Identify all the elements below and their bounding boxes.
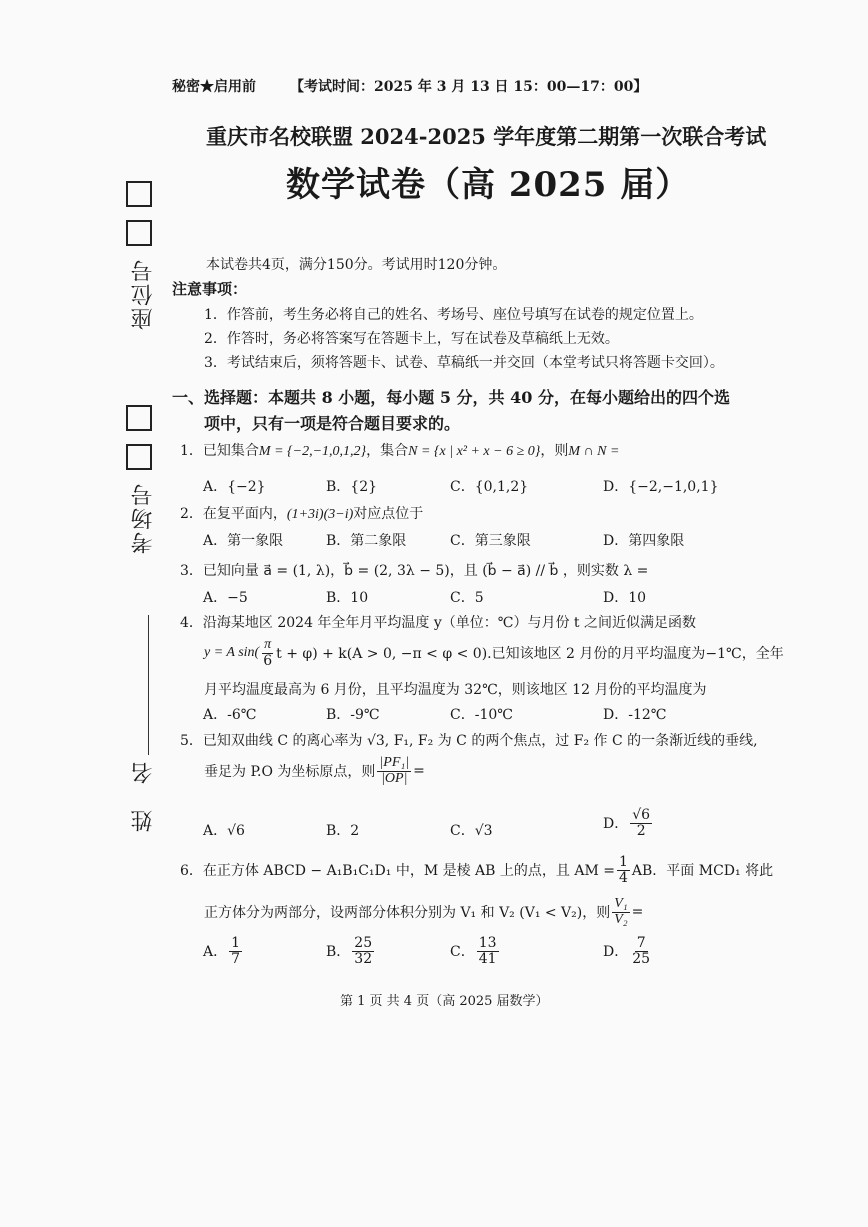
q4-option-a: A．-6℃ (203, 707, 257, 723)
q5-option-a: A．√6 (203, 823, 245, 839)
q3-option-a: A．−5 (203, 590, 248, 606)
q1-option-a: A．{−2} (203, 479, 266, 495)
question-4-line2: y = A sin( $\frac{\pi}{6}$ t + φ) + k(A > 0, −π < φ < 0).已知该地区 2 月份的月平均温度为−1℃，全年 (204, 637, 784, 669)
q3-option-d: D．10 (603, 590, 647, 606)
question-5-line1: 5．已知双曲线 C 的离心率为 √3, F₁, F₂ 为 C 的两个焦点，过 F₂ 作 C 的一条渐近线的垂线, (180, 733, 758, 749)
name-line (148, 615, 149, 755)
q6-fraction-v: $\frac{\text{V₁}}{\text{V₂}}$ (614, 896, 628, 927)
q5-option-b: B．2 (326, 823, 360, 839)
exam-time: 【考试时间：2025 年 3 月 13 日 15：00—17：00】 (290, 79, 648, 95)
note-item: 2．作答时，务必将答案写在答题卡上，写在试卷及草稿纸上无效。 (204, 331, 619, 347)
q4-option-b: B．-9℃ (326, 707, 380, 723)
question-4-line1: 4．沿海某地区 2024 年全年月平均温度 y（单位：℃）与月份 t 之间近似满足函数 (180, 615, 696, 631)
q2-option-a: A．第一象限 (203, 533, 284, 549)
q2-option-c: C．第三象限 (450, 533, 531, 549)
paper-subtitle: 数学试卷（高 2025 届） (286, 165, 691, 205)
q4-option-c: C．-10℃ (450, 707, 513, 723)
seat-label: 座位号 (131, 258, 156, 330)
question-2: 2．在复平面内，(1+3i)(3−i)对应点位于 (180, 506, 424, 522)
q5-option-d: D． $\frac{√6}{2}$ (603, 807, 651, 839)
name-label: 姓 名 (131, 760, 156, 832)
intro-text: 本试卷共4页，满分150分。考试用时120分钟。 (206, 257, 507, 273)
secret-label: 秘密★启用前 (172, 79, 256, 95)
section-heading-cont: 项中，只有一项是符合题目要求的。 (204, 414, 461, 433)
question-1: 1．已知集合M = {−2,−1,0,1,2}，集合N = {x | x² + x − 6 ≥ 0}，则M ∩ N = (180, 443, 620, 459)
question-3: 3．已知向量 a⃗ = (1, λ)，b⃗ = (2, 3λ − 5)，且 (b⃗ − a⃗) // b⃗ ，则实数 λ = (180, 563, 649, 579)
exam-title: 重庆市名校联盟 2024-2025 学年度第二期第一次联合考试 (206, 124, 767, 149)
note-item: 1．作答前，考生务必将自己的姓名、考场号、座位号填写在试卷的规定位置上。 (204, 307, 703, 323)
q1-option-d: D．{−2,−1,0,1} (603, 479, 719, 495)
question-4-line3: 月平均温度最高为 6 月份，且平均温度为 32℃，则该地区 12 月份的平均温度为 (204, 682, 707, 698)
q5-option-c: C．√3 (450, 823, 493, 839)
q2-option-b: B．第二象限 (326, 533, 407, 549)
q6-option-a: A． $\frac{1}{7}$ (203, 935, 241, 967)
seat-box-1 (126, 181, 152, 207)
q5-fraction: $\frac{\text{|PF₁|}}{|OP|}$ (379, 755, 410, 786)
page-footer: 第 1 页 共 4 页（高 2025 届数学） (340, 994, 549, 1009)
q4-fraction: $\frac{\pi}{6}$ (263, 637, 273, 669)
q2-option-d: D．第四象限 (603, 533, 685, 549)
q3-option-b: B．10 (326, 590, 369, 606)
section-heading: 一、选择题：本题共 8 小题，每小题 5 分，共 40 分，在每小题给出的四个选 (172, 388, 730, 407)
room-box-2 (126, 444, 152, 470)
room-box-1 (126, 405, 152, 431)
room-label: 考场号 (131, 482, 156, 554)
q1-option-b: B．{2} (326, 479, 378, 495)
q6-fraction-am: $\frac{1}{4}$ (618, 854, 628, 886)
question-6-line2: 正方体分为两部分，设两部分体积分别为 V₁ 和 V₂ (V₁ < V₂)，则 $\frac{\text{V₁}}{\text{V₂}}$ = (204, 896, 644, 927)
q3-option-c: C．5 (450, 590, 484, 606)
notes-heading: 注意事项： (172, 280, 248, 298)
q1-option-c: C．{0,1,2} (450, 479, 529, 495)
note-item: 3．考试结束后，须将答题卡、试卷、草稿纸一并交回（本堂考试只将答题卡交回）。 (204, 355, 724, 371)
question-6-line1: 6．在正方体 ABCD − A₁B₁C₁D₁ 中，M 是棱 AB 上的点，且 AM = $\frac{1}{4}$ AB．平面 MCD₁ 将此 (180, 854, 774, 886)
q4-option-d: D．-12℃ (603, 707, 667, 723)
q6-option-c: C． $\frac{13}{41}$ (450, 935, 497, 967)
question-5-line2: 垂足为 P.O 为坐标原点，则 $\frac{\text{|PF₁|}}{|OP|}$ = (204, 755, 425, 786)
q6-option-b: B． $\frac{25}{32}$ (326, 935, 373, 967)
seat-box-2 (126, 220, 152, 246)
q6-option-d: D． $\frac{7}{25}$ (603, 935, 651, 967)
